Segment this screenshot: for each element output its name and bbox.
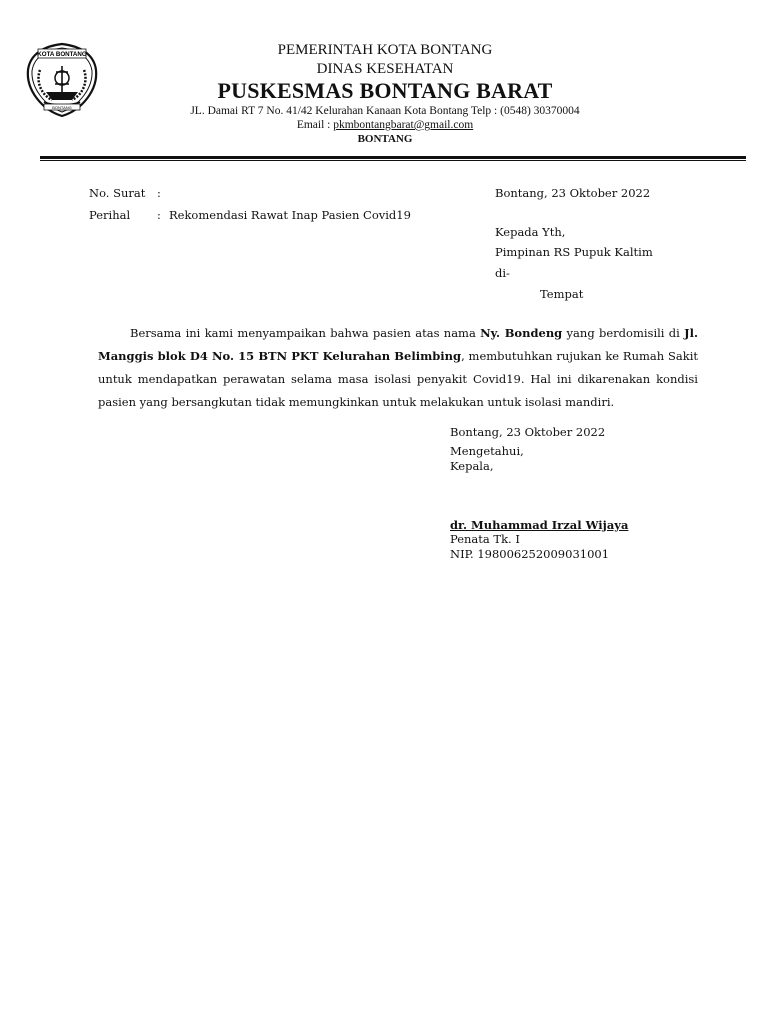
logo-top-text: KOTA BONTANG	[37, 51, 87, 58]
patient-address: Jl. Manggis blok D4 No. 15 BTN PKT Kelurahan Belimbing	[98, 326, 698, 363]
logo-bottom-text: BONTANG	[52, 105, 72, 110]
institution-address: JL. Damai RT 7 No. 41/42 Kelurahan Kanaan Kota Bontang Telp : (0548) 30370004	[190, 105, 580, 117]
recipient-greeting: Kepada Yth,	[495, 225, 566, 239]
patient-name: Ny. Bondeng	[480, 326, 563, 340]
email-label: Email :	[296, 119, 334, 131]
letter-number-separator: :	[157, 186, 161, 200]
recipient-di: di-	[495, 266, 510, 280]
subject-separator: :	[157, 208, 161, 222]
signature-acknowledged: Mengetahui,	[450, 444, 524, 458]
institution-city: BONTANG	[357, 133, 413, 145]
email-link[interactable]: pkmbontangbarat@gmail.com	[333, 119, 474, 131]
city-emblem-logo	[22, 40, 102, 120]
institution-email-line	[130, 119, 640, 131]
institution-title: PUSKESMAS BONTANG BARAT	[217, 78, 553, 103]
government-name: PEMERINTAH KOTA BONTANG	[277, 42, 493, 58]
signature-position: Kepala,	[450, 459, 494, 473]
recipient-place: Tempat	[540, 287, 584, 301]
letter-body-paragraph	[98, 322, 698, 414]
signatory-nip: NIP. 198006252009031001	[450, 547, 610, 561]
letter-number-label: No. Surat	[89, 186, 146, 200]
subject-label: Perihal	[89, 208, 131, 222]
signatory-name: dr. Muhammad Irzal Wijaya	[450, 518, 629, 532]
body-text-3: , membutuhkan rujukan ke Rumah Sakit untuk mendapatkan perawatan selama masa isolasi penyakit Covid19. Hal ini dikarenakan kondisi pasien yang bersangkutan tidak memungkinkan untuk melakukan untuk isolasi mandiri.	[98, 349, 698, 409]
letterhead-divider-thin	[40, 160, 746, 161]
body-text-1: Bersama ini kami menyampaikan bahwa pasien atas nama	[130, 326, 481, 340]
department-name: DINAS KESEHATAN	[316, 61, 454, 77]
body-text-2: yang berdomisili di	[562, 326, 685, 340]
signatory-rank: Penata Tk. I	[450, 532, 520, 546]
recipient-name: Pimpinan RS Pupuk Kaltim	[495, 245, 653, 259]
letterhead-divider-thick	[40, 156, 746, 159]
subject-value: Rekomendasi Rawat Inap Pasien Covid19	[169, 208, 411, 222]
signature-date: Bontang, 23 Oktober 2022	[450, 425, 606, 439]
letter-date: Bontang, 23 Oktober 2022	[495, 186, 651, 200]
